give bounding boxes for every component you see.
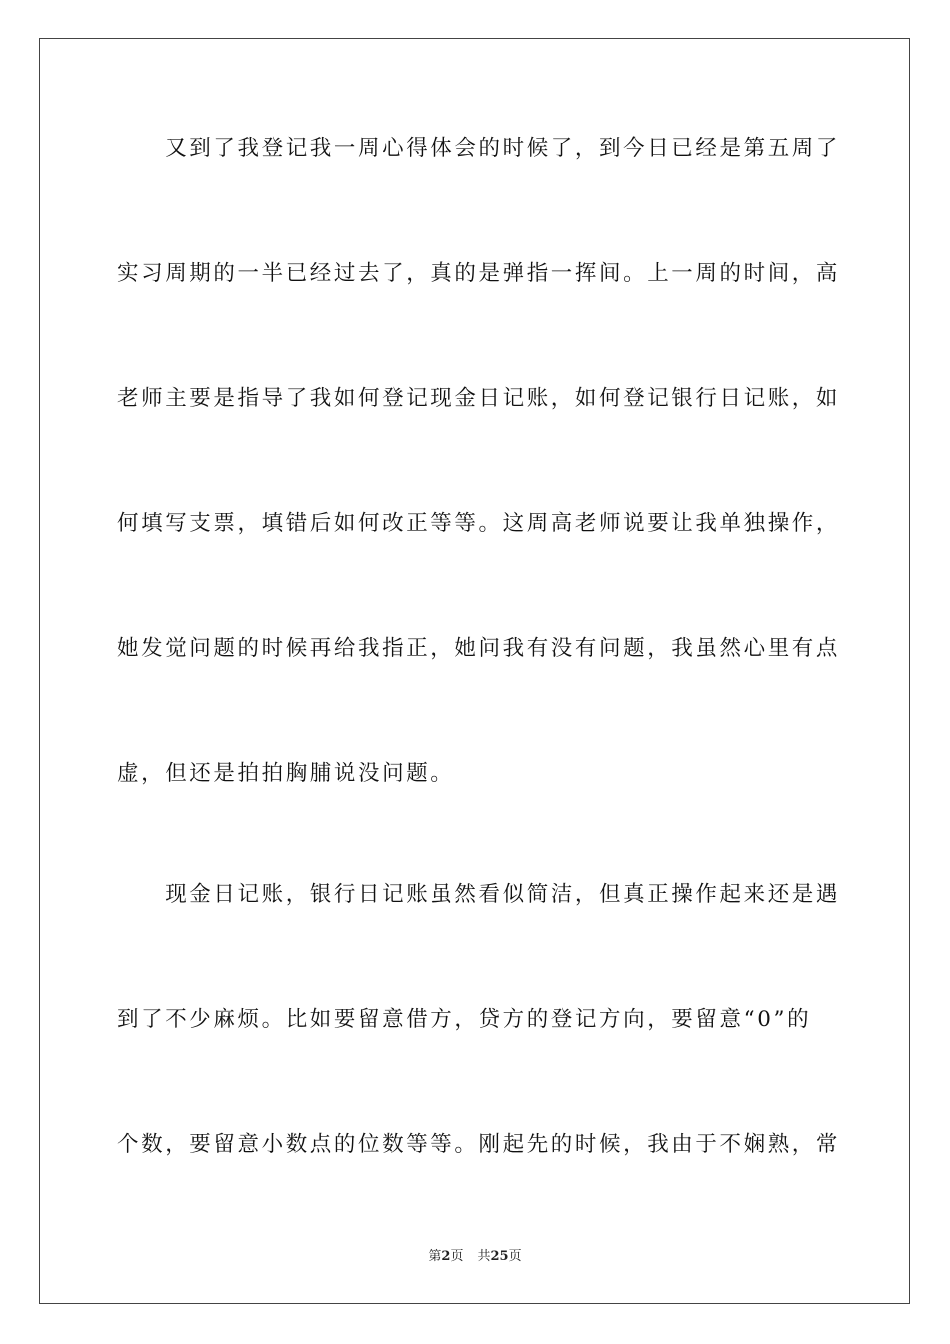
footer-total-prefix: 共 (477, 1249, 491, 1264)
text-line-9: 个数，要留意小数点的位数等等。刚起先的时候，我由于不娴熟，常 (117, 1132, 841, 1157)
text-line-5: 她发觉问题的时候再给我指正，她问我有没有问题，我虽然心里有点 (117, 636, 841, 661)
footer-total-pages: 25 (490, 1249, 509, 1264)
page-border (39, 38, 910, 1304)
text-line-4: 何填写支票，填错后如何改正等等。这周高老师说要让我单独操作， (117, 511, 841, 536)
footer-page-suffix: 页 (450, 1249, 464, 1264)
footer-page-number: 2 (441, 1249, 451, 1264)
text-line-1: 又到了我登记我一周心得体会的时候了，到今日已经是第五周了 (117, 136, 841, 161)
footer-total-suffix: 页 (508, 1249, 522, 1264)
text-line-8: 到了不少麻烦。比如要留意借方，贷方的登记方向，要留意“0”的 (117, 1007, 812, 1032)
text-line-6: 虚，但还是拍拍胸脯说没问题。 (117, 761, 455, 786)
page-footer (0, 1248, 950, 1266)
text-line-7: 现金日记账，银行日记账虽然看似简洁，但真正操作起来还是遇 (117, 882, 841, 907)
text-line-3: 老师主要是指导了我如何登记现金日记账，如何登记银行日记账，如 (117, 386, 841, 411)
text-line-2: 实习周期的一半已经过去了，真的是弹指一挥间。上一周的时间，高 (117, 261, 841, 286)
footer-page-prefix: 第 (428, 1249, 442, 1264)
